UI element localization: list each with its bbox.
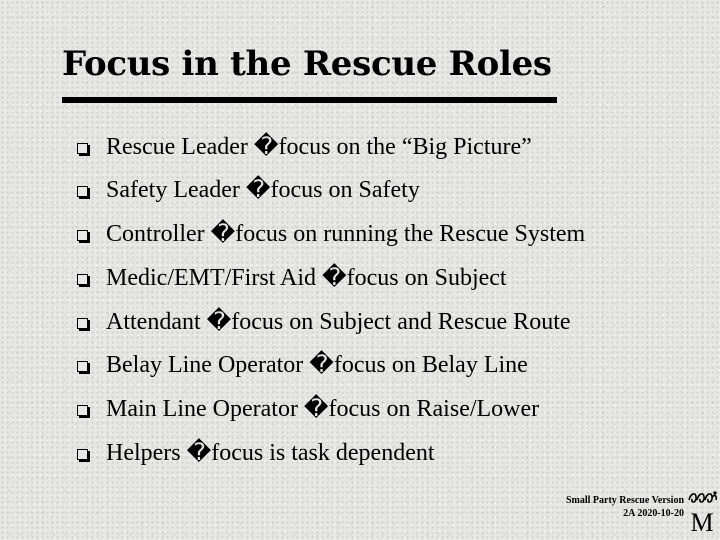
bullet-text: Helpers �focus is task dependent	[106, 440, 435, 466]
mountain-rescue-logo-icon	[686, 488, 718, 534]
footer-line-2: 2A 2020-10-20	[623, 508, 684, 519]
bullet-text: Controller �focus on running the Rescue System	[106, 221, 586, 247]
checkbox-bullet-icon	[77, 318, 88, 329]
title-underline	[62, 97, 557, 103]
bullet-text: Medic/EMT/First Aid �focus on Subject	[106, 265, 507, 291]
checkbox-bullet-icon	[77, 230, 88, 241]
slide-title: Focus in the Rescue Roles	[62, 44, 552, 84]
list-item	[77, 258, 507, 298]
bullet-text: Main Line Operator �focus on Raise/Lower	[106, 396, 540, 422]
list-item	[77, 433, 435, 473]
checkbox-bullet-icon	[77, 186, 88, 197]
checkbox-bullet-icon	[77, 143, 88, 154]
list-item	[77, 214, 585, 254]
footer-line-1: Small Party Rescue Version	[565, 495, 684, 506]
bullet-text: Safety Leader �focus on Safety	[106, 177, 420, 203]
list-item	[77, 170, 420, 210]
checkbox-bullet-icon	[77, 405, 88, 416]
bullet-text: Rescue Leader �focus on the “Big Picture”	[106, 134, 532, 160]
checkbox-bullet-icon	[77, 449, 88, 460]
logo-letter: M	[690, 508, 714, 534]
checkbox-bullet-icon	[77, 274, 88, 285]
checkbox-bullet-icon	[77, 361, 88, 372]
list-item	[77, 389, 539, 429]
bullet-text: Attendant �focus on Subject and Rescue Route	[106, 309, 571, 335]
footer-version	[566, 494, 684, 520]
list-item	[77, 302, 571, 342]
list-item	[77, 345, 528, 385]
bullet-text: Belay Line Operator �focus on Belay Line	[106, 352, 528, 378]
list-item	[77, 127, 532, 167]
